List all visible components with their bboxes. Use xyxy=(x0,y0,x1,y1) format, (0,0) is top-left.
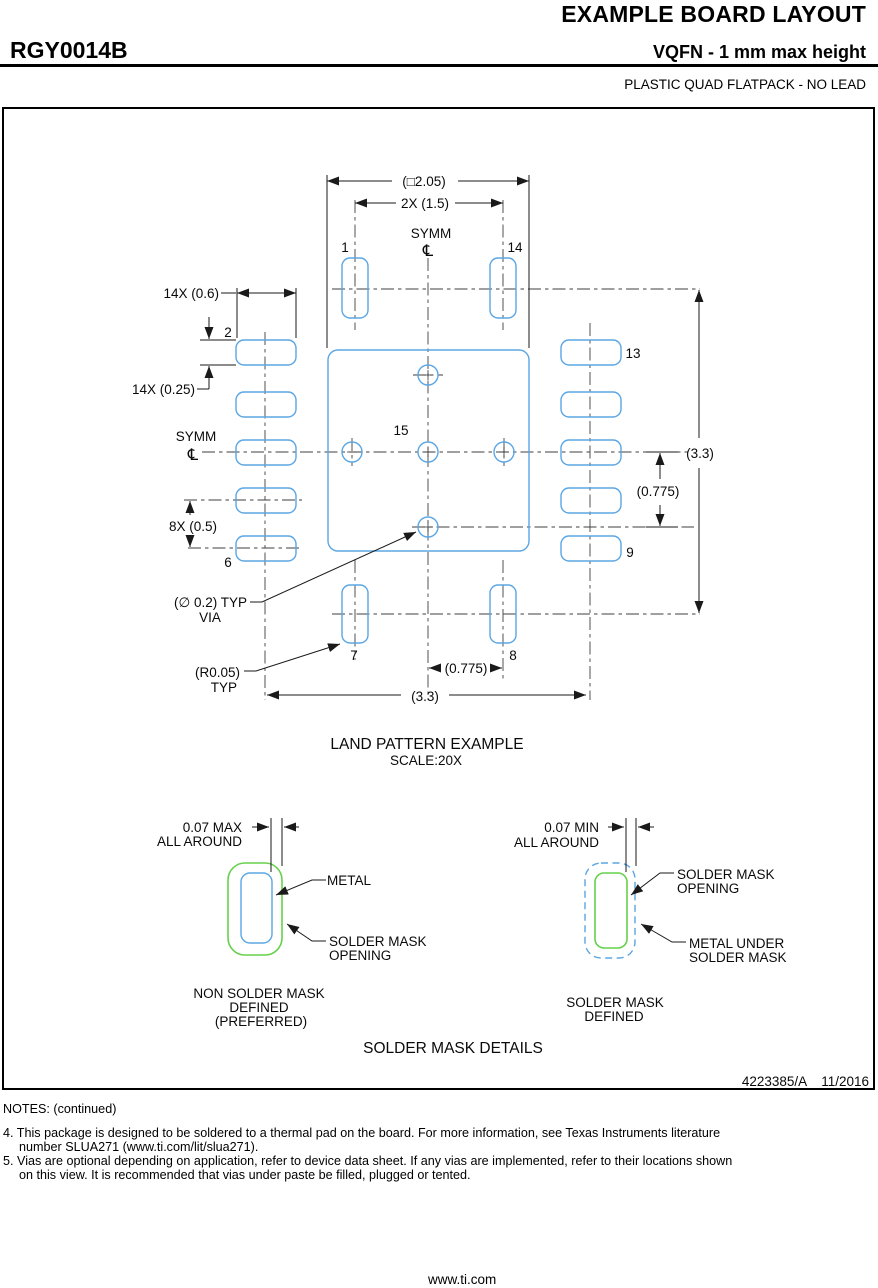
dimensions xyxy=(190,175,699,695)
dim-pattern-width: (3.3) xyxy=(411,689,439,704)
radius-note-line2: TYP xyxy=(210,680,237,695)
radius-note-line1: (R0.05) xyxy=(194,665,240,680)
dim-pad-area: (□2.05) xyxy=(402,174,446,189)
smd-clearance-line2: ALL AROUND xyxy=(513,835,599,850)
land-pattern xyxy=(236,258,621,643)
pin-14: 14 xyxy=(507,240,523,255)
via-note-line1: (∅ 0.2) TYP xyxy=(173,595,247,610)
website-link[interactable]: www.ti.com xyxy=(428,1272,497,1287)
smd-clearance-line1: 0.07 MIN xyxy=(544,820,599,835)
package-family: PLASTIC QUAD FLATPACK - NO LEAD xyxy=(624,77,866,92)
smd-opening-line2: OPENING xyxy=(677,881,740,896)
dim-pad-length: 14X (0.6) xyxy=(163,286,219,301)
pin-8: 8 xyxy=(509,648,517,663)
pin-13: 13 xyxy=(625,346,641,361)
radius-leader xyxy=(244,644,340,671)
note-4-line2: number SLUA271 (www.ti.com/lit/slua271). xyxy=(19,1139,259,1154)
pin-2: 2 xyxy=(224,325,232,340)
pad-9 xyxy=(561,536,621,561)
nsmd-mask-opening-shape xyxy=(228,863,282,955)
pad-2 xyxy=(236,340,296,365)
land-pattern-labels xyxy=(132,174,714,768)
pad-12 xyxy=(561,392,621,417)
dim-via-pitch-bottom: (0.775) xyxy=(444,661,488,676)
nsmd-caption-line3: (PREFERRED) xyxy=(214,1014,308,1029)
smd-metal-leader xyxy=(641,924,686,942)
solder-mask-title: SOLDER MASK DETAILS xyxy=(363,1040,543,1057)
land-pattern-title: LAND PATTERN EXAMPLE xyxy=(330,736,524,753)
nsmd-metal-shape xyxy=(241,873,272,943)
pad-6 xyxy=(236,536,296,561)
pad-10 xyxy=(561,488,621,513)
dim-pad-width: 14X (0.25) xyxy=(131,382,195,397)
dim-pattern-height: (3.3) xyxy=(686,446,714,461)
metal-label: METAL xyxy=(327,873,372,888)
pin-6: 6 xyxy=(224,555,232,570)
pad-13 xyxy=(561,340,621,365)
smd-opening-line1: SOLDER MASK xyxy=(677,867,775,882)
part-number: RGY0014B xyxy=(10,37,128,63)
smd-caption-line2: DEFINED xyxy=(584,1009,644,1024)
pad-4 xyxy=(236,440,296,465)
solder-mask-details xyxy=(157,818,787,1057)
pad-11 xyxy=(561,440,621,465)
smd-mask-opening-shape xyxy=(595,873,627,948)
note-4-line1: 4. This package is designed to be soldered to a thermal pad on the board. For more information, see Texas Instruments literature xyxy=(3,1126,721,1140)
smd-caption-line1: SOLDER MASK xyxy=(566,995,664,1010)
pin-1: 1 xyxy=(341,240,349,255)
smd-opening-leader xyxy=(631,873,674,895)
smd-metal-line2: SOLDER MASK xyxy=(689,950,787,965)
pin-9: 9 xyxy=(626,545,634,560)
thermal-pad-15 xyxy=(328,350,529,551)
land-pattern-scale: SCALE:20X xyxy=(389,753,463,768)
nsmd-opening-line2: OPENING xyxy=(329,948,392,963)
pad-3 xyxy=(236,392,296,417)
nsmd-caption-line1: NON SOLDER MASK xyxy=(193,986,325,1001)
note-5-line2: on this view. It is recommended that vias under paste be filled, plugged or tented. xyxy=(19,1167,471,1182)
dim-via-pitch-right: (0.775) xyxy=(636,484,680,499)
nsmd-opening-leader xyxy=(287,924,326,941)
symm-left-label: SYMM xyxy=(175,429,217,444)
via-note-line2: VIA xyxy=(199,610,221,625)
notes-heading: NOTES: (continued) xyxy=(3,1102,117,1116)
centerline-symbol-left: ℄ xyxy=(187,447,199,464)
dim-pad-pitch: 8X (0.5) xyxy=(168,519,218,534)
nsmd-opening-line1: SOLDER MASK xyxy=(329,934,427,949)
pin-15: 15 xyxy=(393,423,409,438)
smd-metal-line1: METAL UNDER xyxy=(689,936,785,951)
package-type: VQFN - 1 mm max height xyxy=(652,42,866,62)
nsmd-caption-line2: DEFINED xyxy=(229,1000,289,1015)
dim-via-pitch-x: 2X (1.5) xyxy=(400,196,450,211)
symm-top-label: SYMM xyxy=(410,226,452,241)
metal-leader xyxy=(276,880,326,895)
page-title: EXAMPLE BOARD LAYOUT xyxy=(561,1,866,27)
via-leader xyxy=(250,532,416,602)
nsmd-clearance-line1: 0.07 MAX xyxy=(182,820,242,835)
pad-5 xyxy=(236,488,296,513)
nsmd-clearance-line2: ALL AROUND xyxy=(156,834,242,849)
note-5-line1: 5. Vias are optional depending on application, refer to device data sheet. If any vias are implemented, refer to their locations shown xyxy=(3,1153,733,1168)
notes-section xyxy=(3,1102,732,1183)
doc-number: 4223385/A 11/2016 xyxy=(741,1074,869,1089)
centerline-symbol-top: ℄ xyxy=(422,243,434,260)
pin-7: 7 xyxy=(350,648,358,663)
centerlines xyxy=(184,200,700,700)
